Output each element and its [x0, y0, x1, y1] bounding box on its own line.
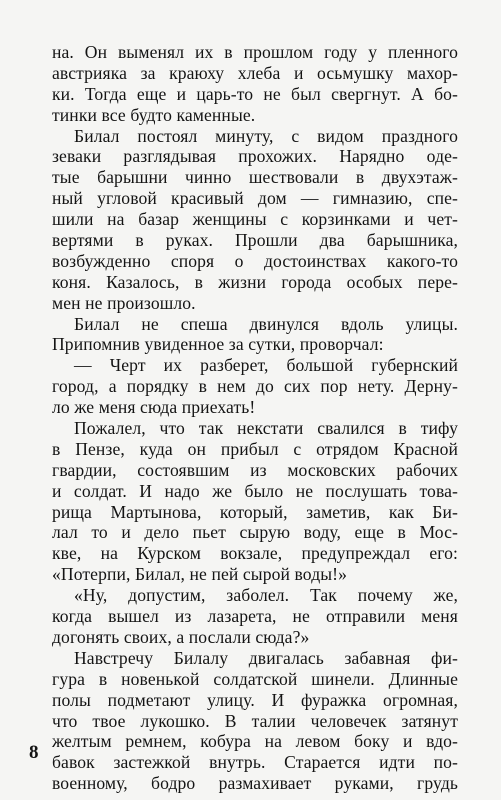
text-line: — Черт их разберет, большой губернский	[74, 355, 458, 376]
text-line: лал то и дело пьет сырую воду, еще в Мос-	[52, 522, 458, 543]
text-line: «Ну, допустим, заболел. Так почему же,	[74, 585, 458, 606]
text-line: на. Он выменял их в прошлом году у пленного	[52, 42, 458, 62]
text-line: бавок застежкой внутрь. Старается идти по-	[52, 752, 458, 773]
text-line: гвардии, состоявшим из московских рабочих	[52, 459, 458, 480]
text-line: догонять своих, а послали сюда?»	[52, 626, 310, 647]
text-line: зеваки разглядывая прохожих. Нарядно оде-	[52, 146, 458, 167]
text-line: что твое лукошко. В талии человечек затянут	[52, 710, 458, 731]
text-line: гура в новенькой солдатской шинели. Длинные	[52, 668, 458, 689]
text-line: Билал не спеша двинулся вдоль улицы.	[74, 313, 458, 334]
text-line: рища Мартынова, который, заметив, как Би-	[52, 501, 458, 522]
text-line: в Пензе, куда он прибыл с отрядом Красной	[52, 438, 458, 459]
text-line: полы подметают улицу. И фуражка огромная,	[52, 689, 458, 710]
text-line: кве, на Курском вокзале, предупреждал его:	[52, 543, 458, 564]
page-number: 8	[29, 742, 39, 763]
text-line: вертями в руках. Прошли два барышника,	[52, 230, 458, 251]
text-line: Припомнив увиденное за сутки, проворчал:	[52, 334, 384, 355]
text-line: Билал постоял минуту, с видом праздного	[74, 125, 458, 146]
text-line: шили на базар женщины с корзинками и чет-	[52, 209, 458, 230]
text-line: ло же меня сюда приехать!	[52, 397, 256, 418]
text-line: мен не произошло.	[52, 292, 196, 313]
text-line: австрияка за краюху хлеба и осьмушку махор-	[52, 62, 458, 83]
text-line: коня. Казалось, в жизни города особых пере-	[52, 271, 458, 292]
body-text	[52, 42, 458, 794]
text-line: город, а порядку в нем до сих пор нету. Дерну-	[52, 376, 458, 397]
text-line: Пожалел, что так некстати свалился в тифу	[74, 418, 458, 439]
text-line: тинки все будто каменные.	[52, 104, 256, 125]
text-line: и солдат. И надо же было не послушать това-	[52, 480, 458, 501]
text-line: Навстречу Билалу двигалась забавная фи-	[74, 647, 458, 668]
text-line: когда вышел из лазарета, не отправили меня	[52, 606, 458, 627]
text-line: желтым ремнем, кобура на левом боку и вдо-	[52, 731, 458, 752]
text-line: «Потерпи, Билал, не пей сырой воды!»	[52, 564, 348, 585]
text-line: тые барышни чинно шествовали в двухэтаж-	[52, 167, 458, 188]
text-line: военному, бодро размахивает руками, грудь	[52, 773, 458, 794]
text-line: ки. Тогда еще и царь-то не был свергнут. А бо-	[52, 83, 458, 104]
text-line: ный угловой красивый дом — гимназию, спе-	[52, 188, 458, 209]
text-line: возбужденно споря о достоинствах какого-то	[52, 250, 458, 271]
